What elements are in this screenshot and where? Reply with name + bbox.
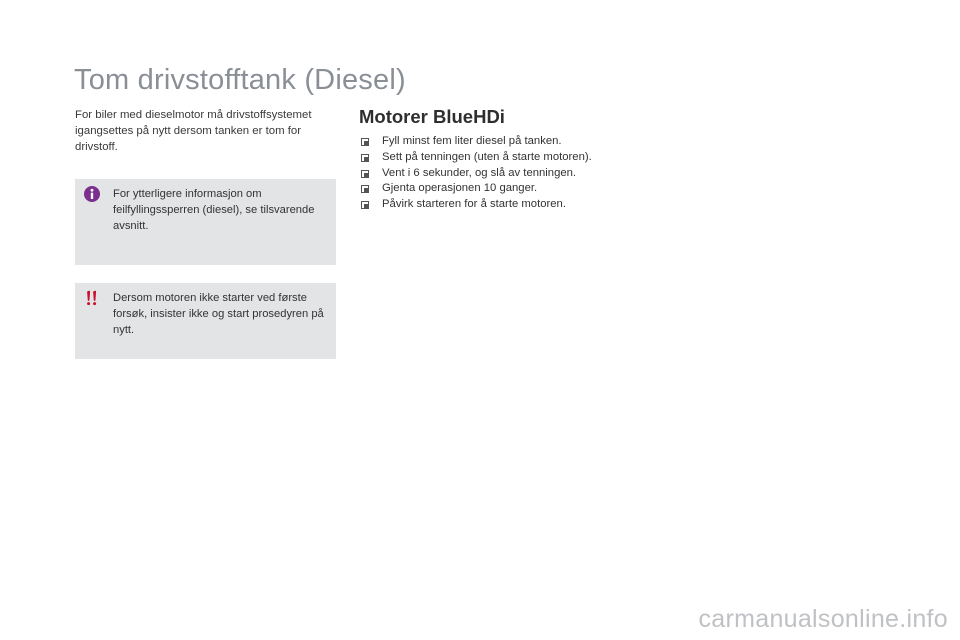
page-title: Tom drivstofftank (Diesel)	[74, 64, 406, 96]
checkbox-bullet-icon	[361, 185, 369, 193]
step-text: Sett på tenningen (uten å starte motoren).	[382, 150, 592, 163]
step-text: Vent i 6 sekunder, og slå av tenningen.	[382, 166, 577, 179]
info-note-text: For ytterligere informasjon om feilfyllingssperren (diesel), se tilsvarende avsnitt.	[113, 188, 315, 232]
checkbox-bullet-icon	[361, 154, 369, 162]
info-icon	[84, 186, 100, 202]
list-item	[361, 166, 651, 182]
watermark: carmanualsonline.info	[698, 605, 948, 633]
steps-list	[361, 134, 651, 213]
info-note	[75, 179, 336, 265]
step-text: Påvirk starteren for å starte motoren.	[382, 198, 566, 211]
warning-note-text: Dersom motoren ikke starter ved første forsøk, insister ikke og start prosedyren på nytt.	[113, 292, 324, 336]
list-item	[361, 134, 651, 150]
step-text: Fyll minst fem liter diesel på tanken.	[382, 135, 562, 147]
section-heading: Motorer BlueHDi	[359, 106, 505, 127]
list-item	[361, 150, 651, 166]
intro-text: For biler med dieselmotor må drivstoffsystemet igangsettes på nytt dersom tanken er tom for drivstoff.	[75, 109, 312, 153]
list-item	[361, 181, 651, 197]
checkbox-bullet-icon	[361, 170, 369, 178]
checkbox-bullet-icon	[361, 138, 369, 146]
warning-note	[75, 283, 336, 359]
list-item	[361, 197, 651, 213]
step-text: Gjenta operasjonen 10 ganger.	[382, 182, 538, 195]
warning-icon	[84, 290, 100, 306]
checkbox-bullet-icon	[361, 201, 369, 209]
